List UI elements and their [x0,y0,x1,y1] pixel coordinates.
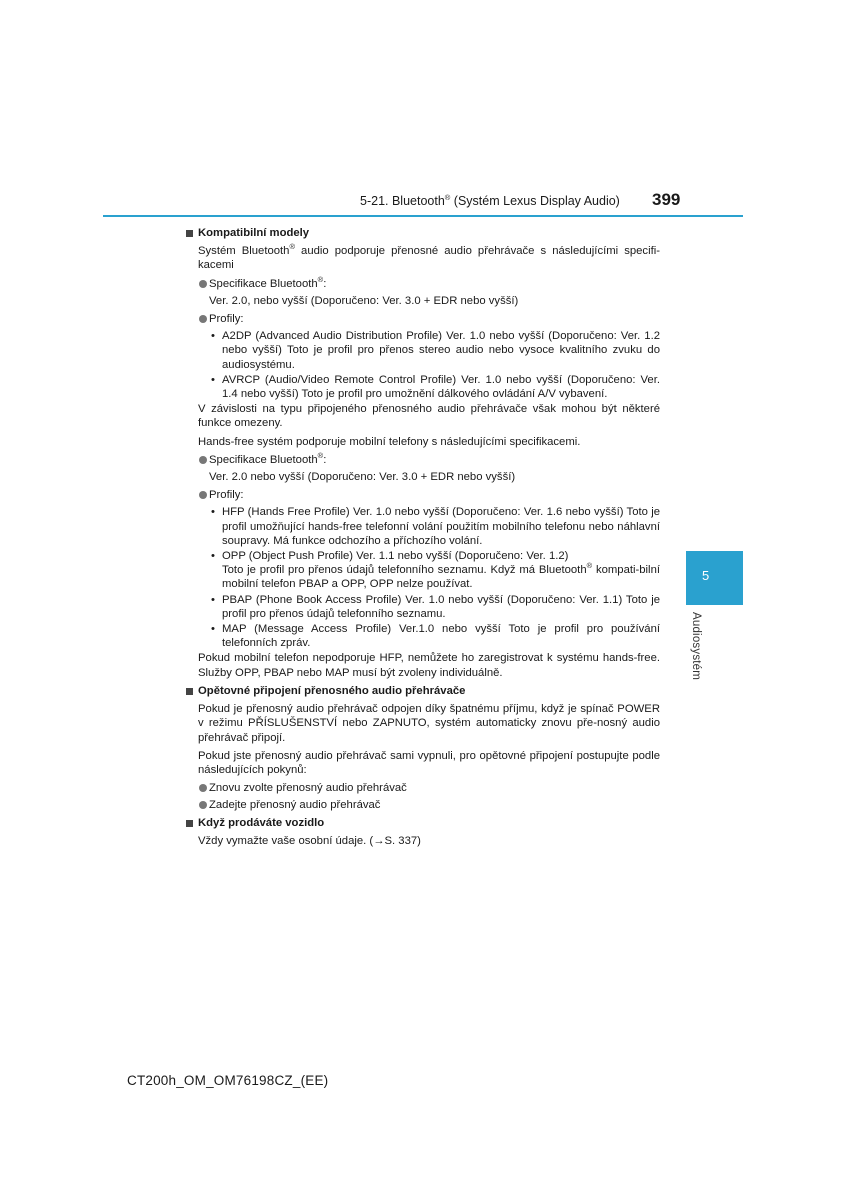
section-heading-compatible-models: Kompatibilní modely [186,226,660,240]
page-content [186,224,660,852]
bullet-item: Specifikace Bluetooth®: [198,453,660,467]
list-item: • AVRCP (Audio/Video Remote Control Profile) Ver. 1.0 nebo vyšší (Doporučeno: Ver. 1.4 nebo vyšší) Toto je profil pro umožnění dálkového ovládání A/V vybavení. [211,373,660,401]
paragraph: Pokud jste přenosný audio přehrávač sami vypnuli, pro opětovné připojení postupujte podle následujících pokynů: [198,749,660,776]
round-bullet-icon [199,280,207,288]
bullet-detail: Ver. 2.0 nebo vyšší (Doporučeno: Ver. 3.0 + EDR nebo vyšší) [209,471,516,484]
manual-code-footer: CT200h_OM_OM76198CZ_(EE) [127,1073,329,1088]
round-bullet-icon [199,784,207,792]
round-bullet-icon [199,801,207,809]
round-bullet-icon [199,491,207,499]
page-number: 399 [652,190,681,209]
round-bullet-icon [199,456,207,464]
bullet-item: Zadejte přenosný audio přehrávač [198,798,660,812]
section-heading-reconnect: Opětovné připojení přenosného audio přehrávače [186,684,660,698]
chapter-tab: 5 [686,551,743,605]
chapter-title: 5-21. Bluetooth® (Systém Lexus Display Audio) [360,192,620,208]
chapter-label: Audiosystém [690,612,702,681]
header-rule [103,215,743,217]
section-heading-selling-vehicle: Když prodáváte vozidlo [186,816,660,830]
paragraph: Hands-free systém podporuje mobilní telefony s následujícími specifikacemi. [198,435,581,448]
paragraph: Pokud je přenosný audio přehrávač odpojen díky špatnému příjmu, když je spínač POWER v režimu PŘÍSLUŠENSTVÍ nebo ZAPNUTO, systém automaticky znovu pře-nosný audio přehrávač připojí. [198,703,660,744]
paragraph: Pokud mobilní telefon nepodporuje HFP, nemůžete ho zaregistrovat k systému hands-free. Služby OPP, PBAP nebo MAP musí být zvoleny individuálně. [198,652,660,679]
round-bullet-icon [199,315,207,323]
square-bullet-icon [186,230,193,237]
bullet-item: Profily: [198,312,660,326]
paragraph: V závislosti na typu připojeného přenosného audio přehrávače však mohou být některé funkce omezeny. [198,403,660,430]
bullet-item: Znovu zvolte přenosný audio přehrávač [198,781,660,795]
running-header [360,190,690,214]
bullet-item: Profily: [198,488,660,502]
paragraph: Systém Bluetooth® audio podporuje přenosné audio přehrávače s následujícími specifi-kacemi [198,242,660,272]
bullet-item: Specifikace Bluetooth®: [198,277,660,291]
bullet-detail: Ver. 2.0, nebo vyšší (Doporučeno: Ver. 3.0 + EDR nebo vyšší) [209,294,519,307]
list-item: • OPP (Object Push Profile) Ver. 1.1 nebo vyšší (Doporučeno: Ver. 1.2) Toto je profil pro přenos údajů telefonního seznamu. Když má Bluetooth® kompati-bilní mobilní telefon PBAP a OPP, OPP nelze používat. [211,550,660,591]
list-item: • HFP (Hands Free Profile) Ver. 1.0 nebo vyšší (Doporučeno: Ver. 1.6 nebo vyšší) Toto je profil umožňující hands-free telefonní volání použitím mobilního telefonu nebo náhlavní soupravy. Má funkce odchozího a příchozího volání. [211,506,660,547]
list-item: • PBAP (Phone Book Access Profile) Ver. 1.0 nebo vyšší (Doporučeno: Ver. 1.1) Toto je profil pro přenos údajů telefonního seznamu. [211,593,660,620]
paragraph: Vždy vymažte vaše osobní údaje. (→S. 337) [198,834,421,847]
list-item: • MAP (Message Access Profile) Ver.1.0 nebo vyšší Toto je profil pro používání telefonních zpráv. [211,623,660,650]
list-item: • A2DP (Advanced Audio Distribution Profile) Ver. 1.0 nebo vyšší (Doporučeno: Ver. 1.2 nebo vyšší) Toto je profil pro přenos stereo audio nebo vysoce kvalitního zvuku do audiosystému. [211,330,660,371]
square-bullet-icon [186,820,193,827]
square-bullet-icon [186,688,193,695]
